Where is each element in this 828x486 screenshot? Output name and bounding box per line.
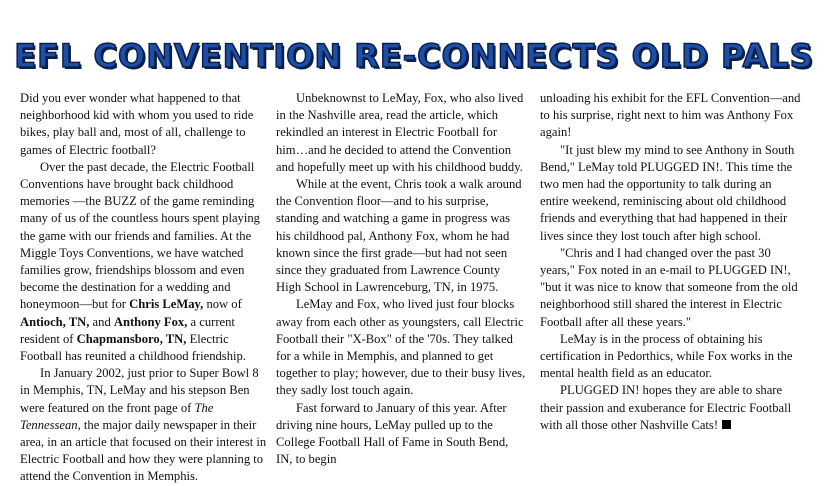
article-headline: EFL CONVENTION RE-CONNECTS OLD PALS xyxy=(14,37,814,75)
newspaper-title: The Tennessean xyxy=(20,400,214,432)
place-antioch: Antioch, TN, xyxy=(20,314,90,329)
paragraph: Over the past decade, the Electric Football Conventions have brought back childhood memories —the BUZZ of the game reminding many of us of the countless hours spent playing the game with our friends and families. At the Miggle Toys Conventions, we have watched families grow, friendships blossom and even become the destination for a wedding and honeymoon—but for Chris LeMay, now of Antioch, TN, and Anthony Fox, a current resident of Chapmansboro, TN, Electric Football has reunited a childhood friendship. xyxy=(20,159,260,364)
paragraph: In January 2002, just prior to Super Bowl 8 in Memphis, TN, LeMay and his stepson Ben were featured on the front page of The Tennessean, the major daily newspaper in their area, in an article that focused on their interest in Electric Football and how they were planning to attend the Convention in Memphis. xyxy=(20,366,267,484)
paragraph: LeMay and Fox, who lived just four blocks away from each other as youngsters, call Electric Football their "X-Box" of the '70s. They talked for a while in Memphis, and planned to get together to play; however, due to their busy lives, they sadly lost touch again. xyxy=(276,297,526,398)
paragraph: Unbeknownst to LeMay, Fox, who also lived in the Nashville area, read the article, which rekindled an interest in Electric Football for him…and he decided to attend the Convention and hopefully meet up with his childhood buddy. xyxy=(276,91,524,174)
article-column-2 xyxy=(276,90,526,468)
paragraph: "It just blew my mind to see Anthony in South Bend," LeMay told PLUGGED IN!. This time the two men had the opportunity to talk during an entire weekend, reminiscing about old childhood friends and everything that had happened in their lives since they lost touch after high school. xyxy=(540,142,795,243)
paragraph: unloading his exhibit for the EFL Convention—and to his surprise, right next to him was Anthony Fox again! xyxy=(540,91,801,140)
paragraph: LeMay is in the process of obtaining his certification in Pedorthics, while Fox works in the mental health field as an educator. xyxy=(540,331,793,381)
name-chris-lemay: Chris LeMay, xyxy=(129,297,204,312)
paragraph: "Chris and I had changed over the past 30 years," Fox noted in an e-mail to PLUGGED IN!, "but it was nice to know that someone from the old neighborhood still shared the interest in Electric Football after all these years." xyxy=(540,245,798,329)
paragraph: PLUGGED IN! hopes they are able to share their passion and exuberance for Electric Football with all those other Nashville Cats! xyxy=(540,383,792,432)
article-column-3 xyxy=(540,90,802,434)
paragraph: While at the event, Chris took a walk around the Convention floor—and to his surprise, standing and watching a game in progress was his childhood pal, Anthony Fox, whom he had known since the first grade—but had not seen since they graduated from Lawrence County High School in Lawrenceburg, TN, in 1975. xyxy=(276,177,522,295)
article-column-1 xyxy=(20,90,270,486)
name-anthony-fox: Anthony Fox, xyxy=(113,314,188,329)
place-chapmansboro: Chapmansboro, TN, xyxy=(76,331,187,346)
paragraph: Fast forward to January of this year. After driving nine hours, LeMay pulled up to the College Football Hall of Fame in South Bend, IN, to begin xyxy=(276,400,509,467)
end-of-article-square-icon xyxy=(722,420,731,429)
paragraph: Did you ever wonder what happened to that neighborhood kid with whom you used to ride bikes, play ball and, most of all, challenge to games of Electric football? xyxy=(20,91,254,157)
